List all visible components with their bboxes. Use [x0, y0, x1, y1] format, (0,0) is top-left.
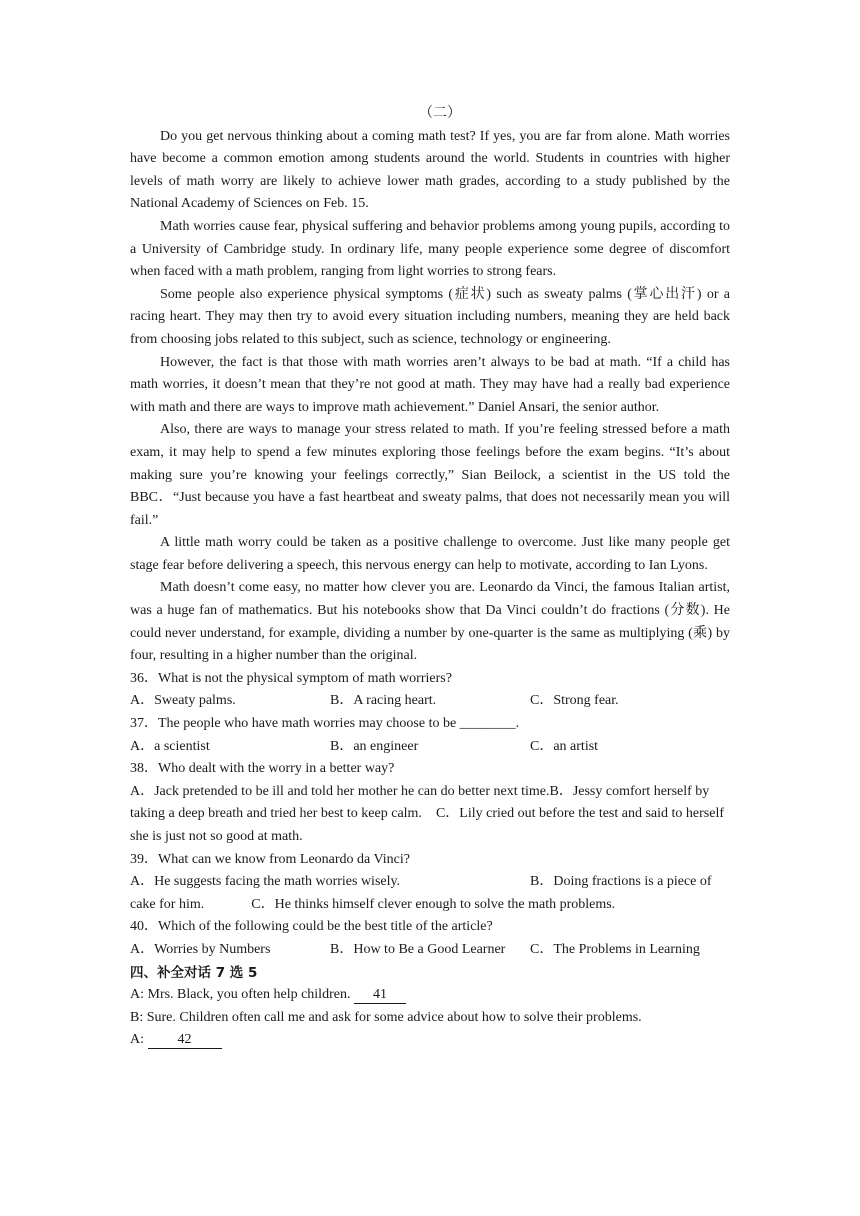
option-38-b[interactable]: B．Jessy comfort herself by taking a deep breath and tried her best to keep calm.	[130, 783, 710, 822]
passage-paragraph-3: Some people also experience physical symptoms (症状) such as sweaty palms (掌心出汗) or a racing heart. They may then try to avoid every situation including numbers, meaning they are held back from choosing jobs related to this subject, such as science, technology or engineering.	[130, 286, 730, 347]
answer-blank-41[interactable]: 41	[354, 987, 406, 1004]
option-40-b[interactable]: B．How to Be a Good Learner	[330, 941, 506, 957]
option-38-a[interactable]: A．Jack pretended to be ill and told her mother he can do better next time.	[130, 783, 550, 799]
option-36-a[interactable]: A．Sweaty palms.	[130, 693, 236, 709]
answer-blank-42[interactable]: 42	[148, 1032, 222, 1049]
option-39-c[interactable]: C．He thinks himself clever enough to solve the math problems.	[251, 896, 616, 912]
question-36-options	[130, 690, 730, 713]
passage-paragraph-4: However, the fact is that those with math worries aren’t always to be bad at math. “If a child has math worries, it doesn’t mean that they’re not good at math. They may have had a really bad experience with math and there are ways to improve math achievement.” Daniel Ansari, the senior author.	[130, 354, 730, 415]
question-39-options	[130, 871, 730, 916]
dialogue-section-heading: 四、补全对话 7 选 5	[130, 964, 258, 981]
dialogue-line-3	[130, 1029, 730, 1052]
option-37-b[interactable]: B．an engineer	[330, 738, 419, 754]
question-39-stem: 39．What can we know from Leonardo da Vinci?	[130, 851, 410, 867]
option-37-a[interactable]: A．a scientist	[130, 738, 210, 754]
option-39-b[interactable]: B．Doing fractions is a piece of cake for him.	[130, 874, 712, 912]
dialogue-line-1	[130, 984, 730, 1007]
option-38-c[interactable]: C．Lily cried out before the test and said to herself she is just not so good at math.	[130, 806, 725, 844]
question-40-options	[130, 939, 730, 962]
passage-paragraph-6: A little math worry could be taken as a positive challenge to overcome. Just like many people get stage fear before delivering a speech, this nervous energy can help to motivate, according to Ian Lyons.	[130, 535, 730, 573]
option-36-b[interactable]: B．A racing heart.	[330, 693, 437, 709]
option-37-c[interactable]: C．an artist	[530, 738, 599, 754]
question-37-stem: 37．The people who have math worries may choose to be ________.	[130, 716, 520, 732]
dialogue-line-2-text: B: Sure. Children often call me and ask for some advice about how to solve their problems.	[130, 1009, 642, 1025]
dialogue-line-1-text: A: Mrs. Black, you often help children.	[130, 987, 354, 1003]
dialogue-line-3-text: A:	[130, 1032, 148, 1048]
question-38-options	[130, 781, 730, 849]
passage-paragraph-1: Do you get nervous thinking about a coming math test? If yes, you are far from alone. Math worries have become a common emotion among students around the world. Students in countries with higher levels of math worry are likely to achieve lower math grades, according to a study published by the National Academy of Sciences on Feb. 15.	[130, 128, 730, 212]
question-38-stem: 38．Who dealt with the worry in a better way?	[130, 761, 395, 777]
passage-paragraph-2: Math worries cause fear, physical suffering and behavior problems among young pupils, according to a University of Cambridge study. In ordinary life, many people experience some degree of discomfort when faced with a math problem, ranging from light worries to strong fears.	[130, 218, 730, 280]
dialogue-line-2	[130, 1007, 730, 1030]
option-40-a[interactable]: A．Worries by Numbers	[130, 941, 271, 957]
option-39-a[interactable]: A．He suggests facing the math worries wisely.	[130, 874, 401, 890]
option-36-c[interactable]: C．Strong fear.	[530, 693, 619, 709]
passage-paragraph-7: Math doesn’t come easy, no matter how clever you are. Leonardo da Vinci, the famous Italian artist, was a huge fan of mathematics. But his notebooks show that Da Vinci couldn’t do fractions (分数). He could never understand, for example, dividing a number by one-quarter is the same as multiplying (乘) by four, resulting in a higher number than the original.	[130, 580, 730, 664]
question-37-options	[130, 736, 730, 759]
section-label: （二）	[419, 106, 461, 121]
question-36-stem: 36．What is not the physical symptom of math worriers?	[130, 670, 452, 686]
exam-page	[130, 103, 730, 1052]
passage-paragraph-5: Also, there are ways to manage your stress related to math. If you’re feeling stressed before a math exam, it may help to spend a few minutes exploring those feelings before the exam begins. “It’s about making sure you’re knowing your feelings correctly,” Sian Beilock, a scientist in the US told the BBC．“Just because you have a fast heartbeat and sweaty palms, that does not necessarily mean you will fail.”	[130, 422, 730, 528]
question-40-stem: 40．Which of the following could be the best title of the article?	[130, 919, 493, 935]
option-40-c[interactable]: C．The Problems in Learning	[530, 941, 700, 957]
